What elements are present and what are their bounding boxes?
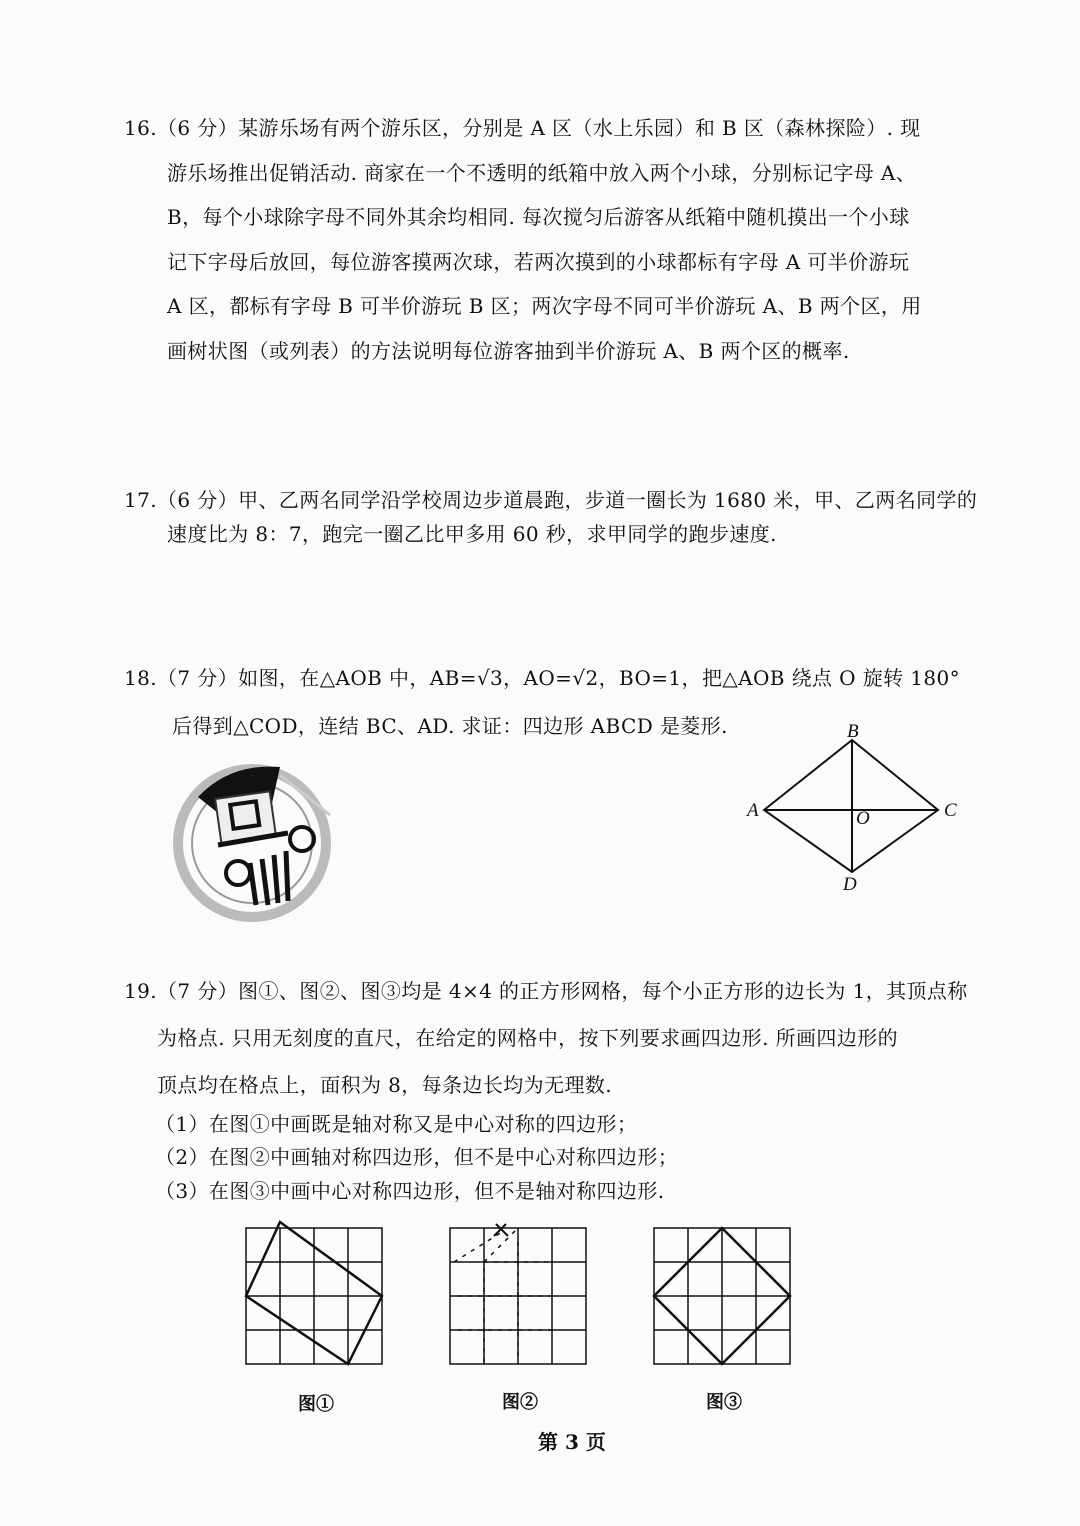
rhombus-figure: [740, 720, 970, 900]
label-D: D: [843, 874, 857, 895]
q19-part-1: （1）在图①中画既是轴对称又是中心对称的四边形；: [155, 1112, 638, 1136]
page-number: 第 3 页: [538, 1430, 606, 1454]
q19-part-3: （3）在图③中画中心对称四边形，但不是轴对称四边形.: [155, 1179, 665, 1203]
seal-stamp-image: [170, 755, 340, 920]
q18-line-2: 后得到△COD，连结 BC、AD. 求证：四边形 ABCD 是菱形.: [172, 714, 728, 738]
label-C: C: [944, 800, 957, 821]
label-A: A: [747, 800, 759, 821]
q18-line-1: 18.（7 分）如图，在△AOB 中，AB=√3，AO=√2，BO=1，把△AOB 绕点 O 旋转 180°: [124, 666, 961, 690]
grid-figure-3: [648, 1222, 798, 1372]
q19-line-1: 19.（7 分）图①、图②、图③均是 4×4 的正方形网格，每个小正方形的边长为 1，其顶点称: [124, 979, 968, 1003]
label-O: O: [856, 808, 870, 829]
q16-line-5: A 区，都标有字母 B 可半价游玩 B 区；两次字母不同可半价游玩 A、B 两个区，用: [167, 294, 922, 318]
q19-part-2: （2）在图②中画轴对称四边形，但不是中心对称四边形；: [155, 1145, 679, 1169]
q16-line-3: B，每个小球除字母不同外其余均相同. 每次搅匀后游客从纸箱中随机摸出一个小球: [167, 205, 910, 229]
q17-line-1: 17.（6 分）甲、乙两名同学沿学校周边步道晨跑，步道一圈长为 1680 米，甲、乙两名同学的: [124, 488, 978, 512]
label-B: B: [847, 721, 859, 742]
q19-line-3: 顶点均在格点上，面积为 8，每条边长均为无理数.: [157, 1073, 613, 1097]
figure-caption-2: 图②: [502, 1392, 538, 1413]
q16-line-2: 游乐场推出促销活动. 商家在一个不透明的纸箱中放入两个小球，分别标记字母 A、: [167, 161, 917, 185]
grid-figure-1: [240, 1222, 390, 1372]
figure-caption-1: 图①: [298, 1394, 334, 1415]
q16-line-6: 画树状图（或列表）的方法说明每位游客抽到半价游玩 A、B 两个区的概率.: [167, 339, 850, 363]
figure-caption-3: 图③: [706, 1392, 742, 1413]
grid-figure-2: [444, 1222, 594, 1372]
q16-line-4: 记下字母后放回，每位游客摸两次球，若两次摸到的小球都标有字母 A 可半价游玩: [167, 250, 910, 274]
q17-line-2: 速度比为 8：7，跑完一圈乙比甲多用 60 秒，求甲同学的跑步速度.: [167, 522, 777, 546]
q16-line-1: 16.（6 分）某游乐场有两个游乐区，分别是 A 区（水上乐园）和 B 区（森林探险）. 现: [124, 116, 921, 140]
q19-line-2: 为格点. 只用无刻度的直尺，在给定的网格中，按下列要求画四边形. 所画四边形的: [157, 1026, 899, 1050]
